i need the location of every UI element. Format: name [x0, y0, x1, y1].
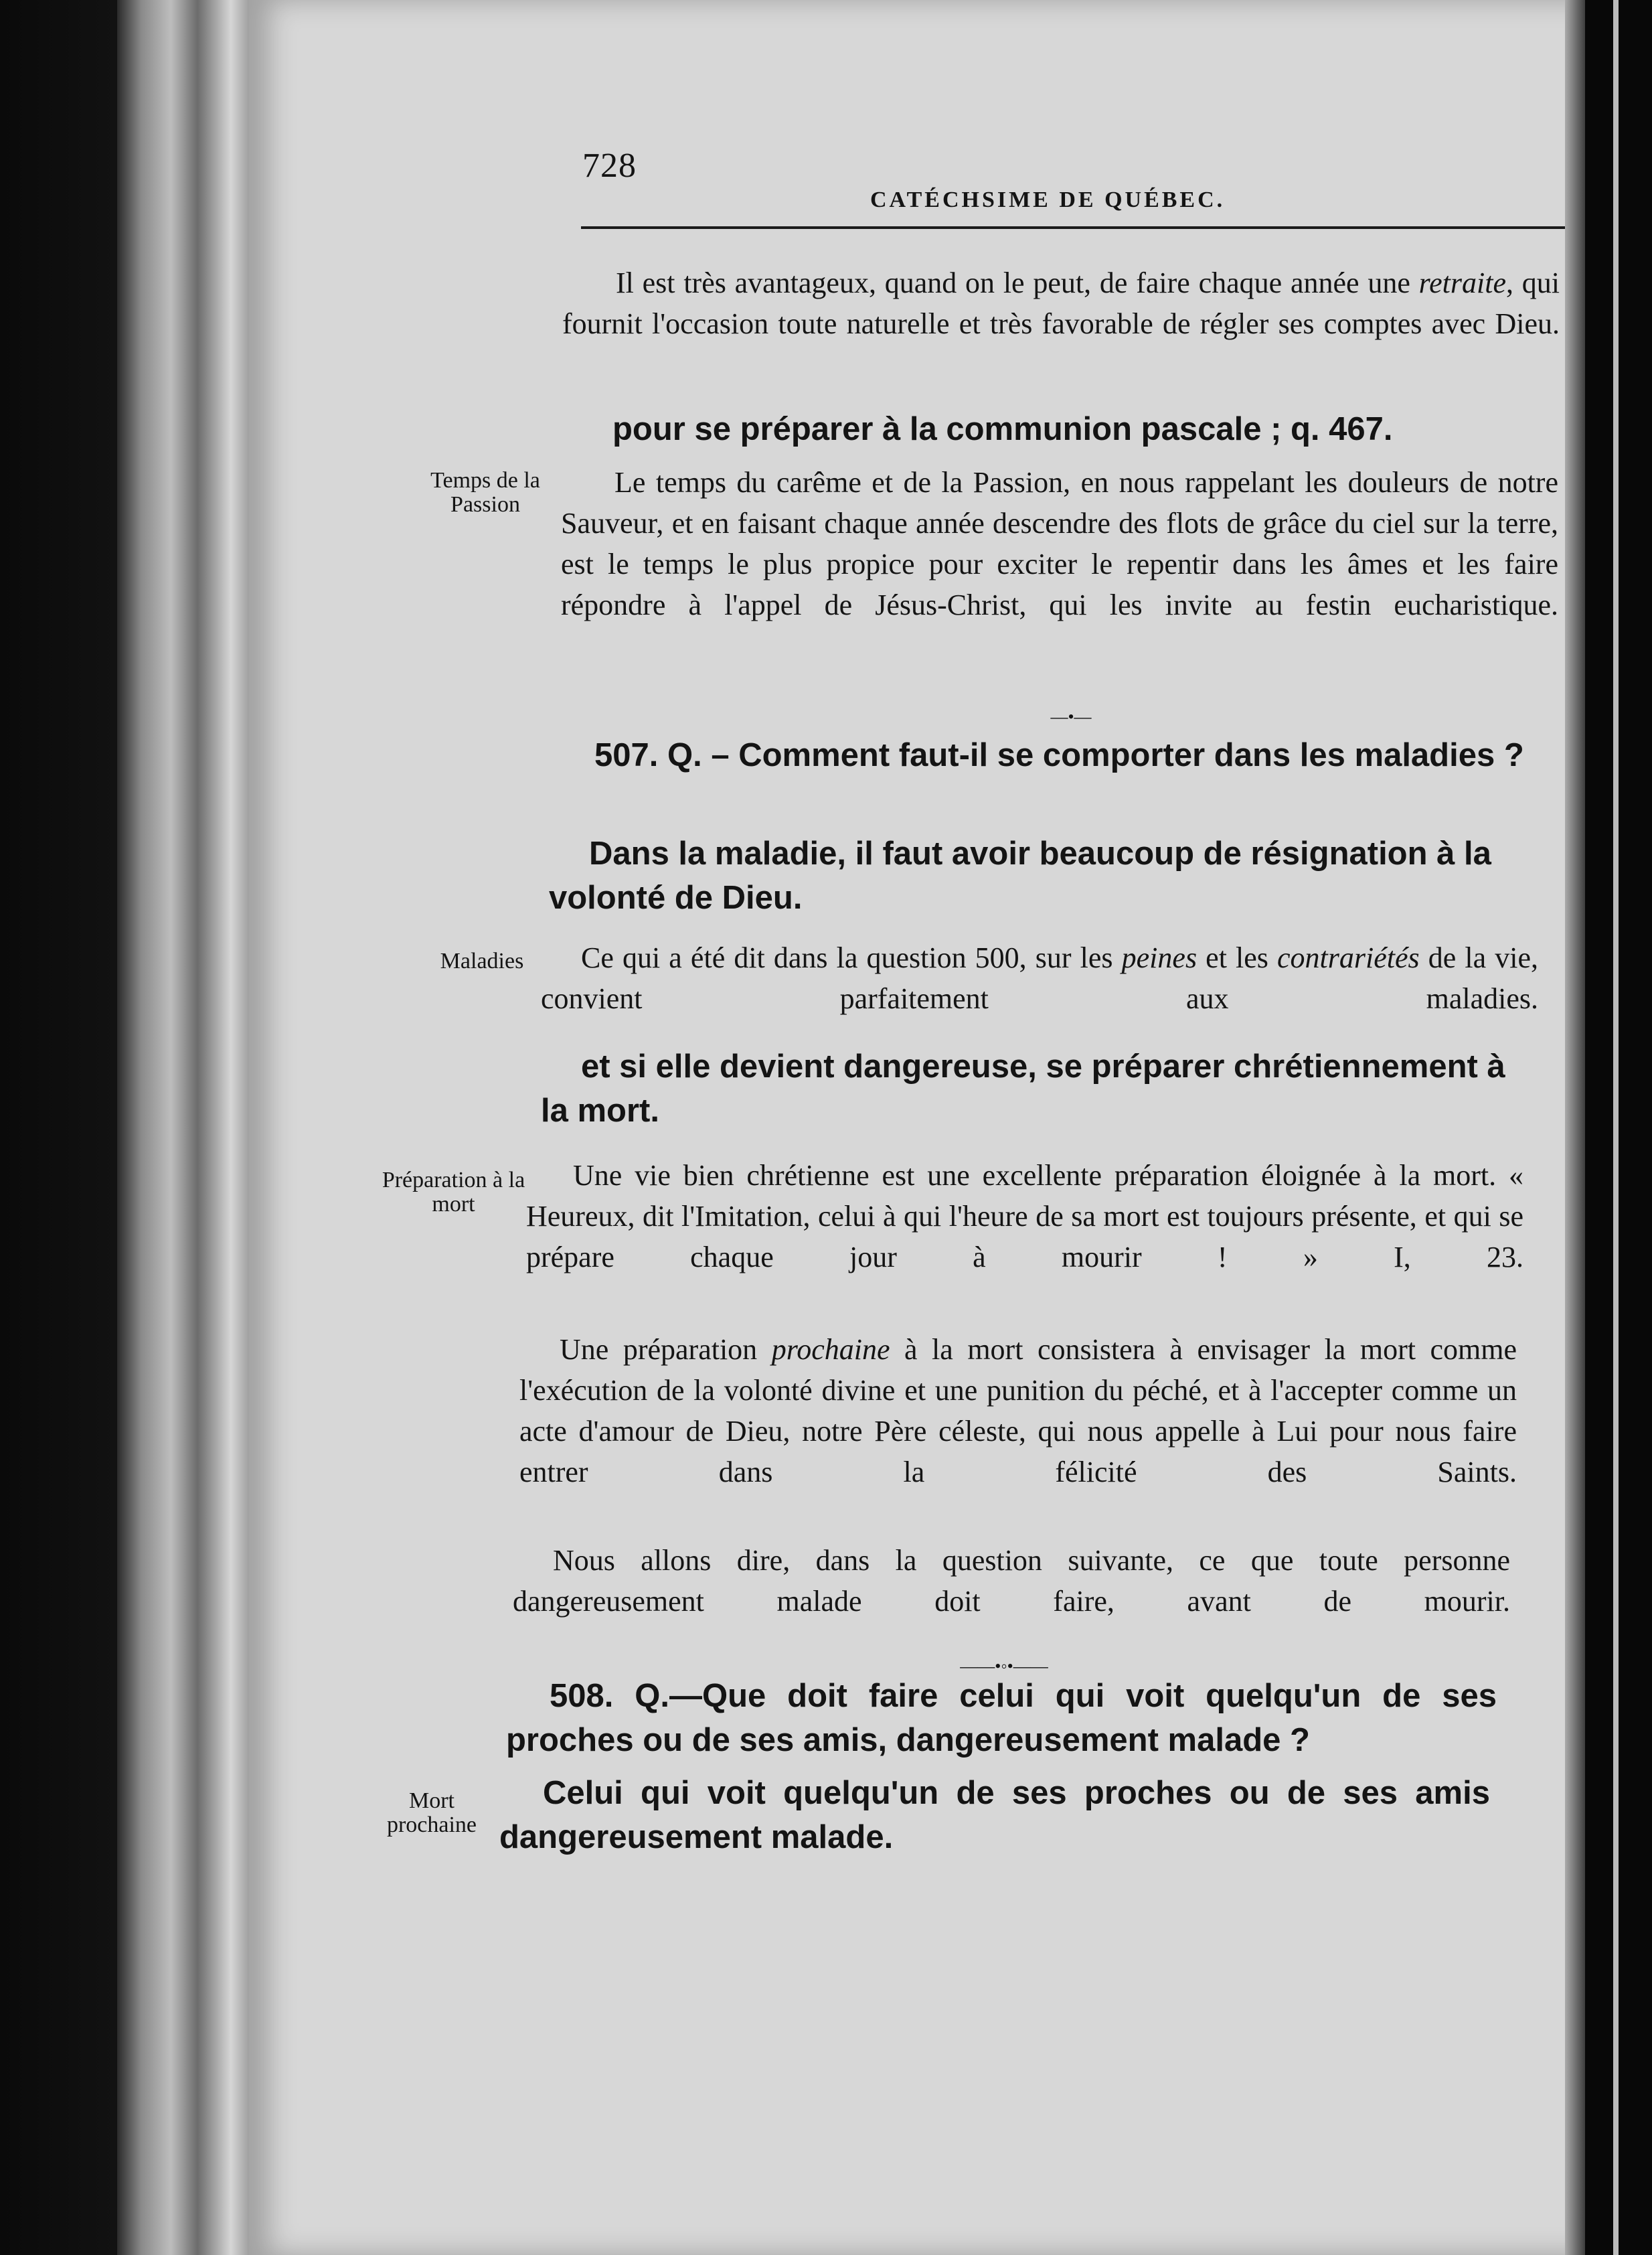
italic-term: peines — [1121, 941, 1197, 974]
text-run: , qui fournit l'occasion toute naturelle et très favorable de régler ses comptes avec Dieu. — [562, 266, 1560, 340]
heading-communion-pascale: pour se préparer à la communion pascale ; q. 467. — [612, 411, 1393, 447]
section-ornament: ——•◦•—— — [960, 1656, 1048, 1676]
answer-508: Celui qui voit quelqu'un de ses proches ou de ses amis dangereusement malade. — [499, 1775, 1490, 1855]
heading-dangereuse: et si elle devient dangereuse, se préparer chrétiennement à la mort. — [541, 1048, 1505, 1129]
running-title: CATÉCHSIME DE QUÉBEC. — [870, 187, 1226, 212]
margin-note-passion: Temps de la Passion — [430, 468, 540, 517]
question-507: 507. Q. – Comment faut-il se comporter dans les maladies ? — [594, 737, 1524, 773]
paragraph-preparation-eloignee: Une vie bien chrétienne est une excellente préparation éloignée à la mort. « Heureux, dit l'Imitation, celui à qui l'heure de sa mort est toujours présente, et qui se prépare chaque jour à mourir ! » I, 23. — [526, 1159, 1523, 1273]
text-run: de la vie, convient parfaitement aux maladies. — [541, 941, 1538, 1015]
paragraph-retraite — [562, 262, 1560, 385]
margin-note-maladies: Maladies — [440, 949, 524, 974]
italic-term: prochaine — [771, 1333, 890, 1366]
text-run: et les — [1197, 941, 1277, 974]
question-508: 508. Q.—Que doit faire celui qui voit quelqu'un de ses proches ou de ses amis, dangereusement malade ? — [506, 1678, 1497, 1758]
paragraph-passion: Le temps du carême et de la Passion, en nous rappelant les douleurs de notre Sauveur, et en faisant chaque année descendre des flots de grâce du ciel sur la terre, est le temps le plus propice pour exciter le repentir dans les âmes et les faire répondre à l'appel de Jésus-Christ, qui les invite au festin eucharistique. — [561, 466, 1558, 621]
paragraph-maladies — [541, 937, 1538, 1060]
text-run: Il est très avantageux, quand on le peut, de faire chaque année une — [616, 266, 1419, 299]
margin-note-mort-prochaine: Mort prochaine — [386, 1788, 477, 1837]
paragraph-nous-allons: Nous allons dire, dans la question suivante, ce que toute personne dangereusement malade doit faire, avant de mourir. — [513, 1544, 1510, 1618]
text-run: à la mort consistera à envisager la mort comme l'exécution de la volonté divine et une punition du péché, et à l'accepter comme un acte d'amour de Dieu, notre Père céleste, qui nous appelle à Lui pour nous faire entrer dans la félicité des Saints. — [519, 1333, 1517, 1488]
section-ornament: —•— — [1050, 707, 1092, 726]
paragraph-preparation-prochaine — [519, 1329, 1517, 1533]
margin-note-preparation: Préparation à la mort — [382, 1168, 525, 1217]
header-rule — [581, 226, 1565, 229]
answer-507: Dans la maladie, il faut avoir beaucoup de résignation à la volonté de Dieu. — [549, 836, 1491, 916]
italic-term: contrariétés — [1277, 941, 1420, 974]
text-run: Une préparation — [560, 1333, 772, 1366]
italic-term: retraite — [1418, 266, 1506, 299]
text-run: Ce qui a été dit dans la question 500, sur les — [581, 941, 1122, 974]
page-number: 728 — [582, 147, 637, 185]
